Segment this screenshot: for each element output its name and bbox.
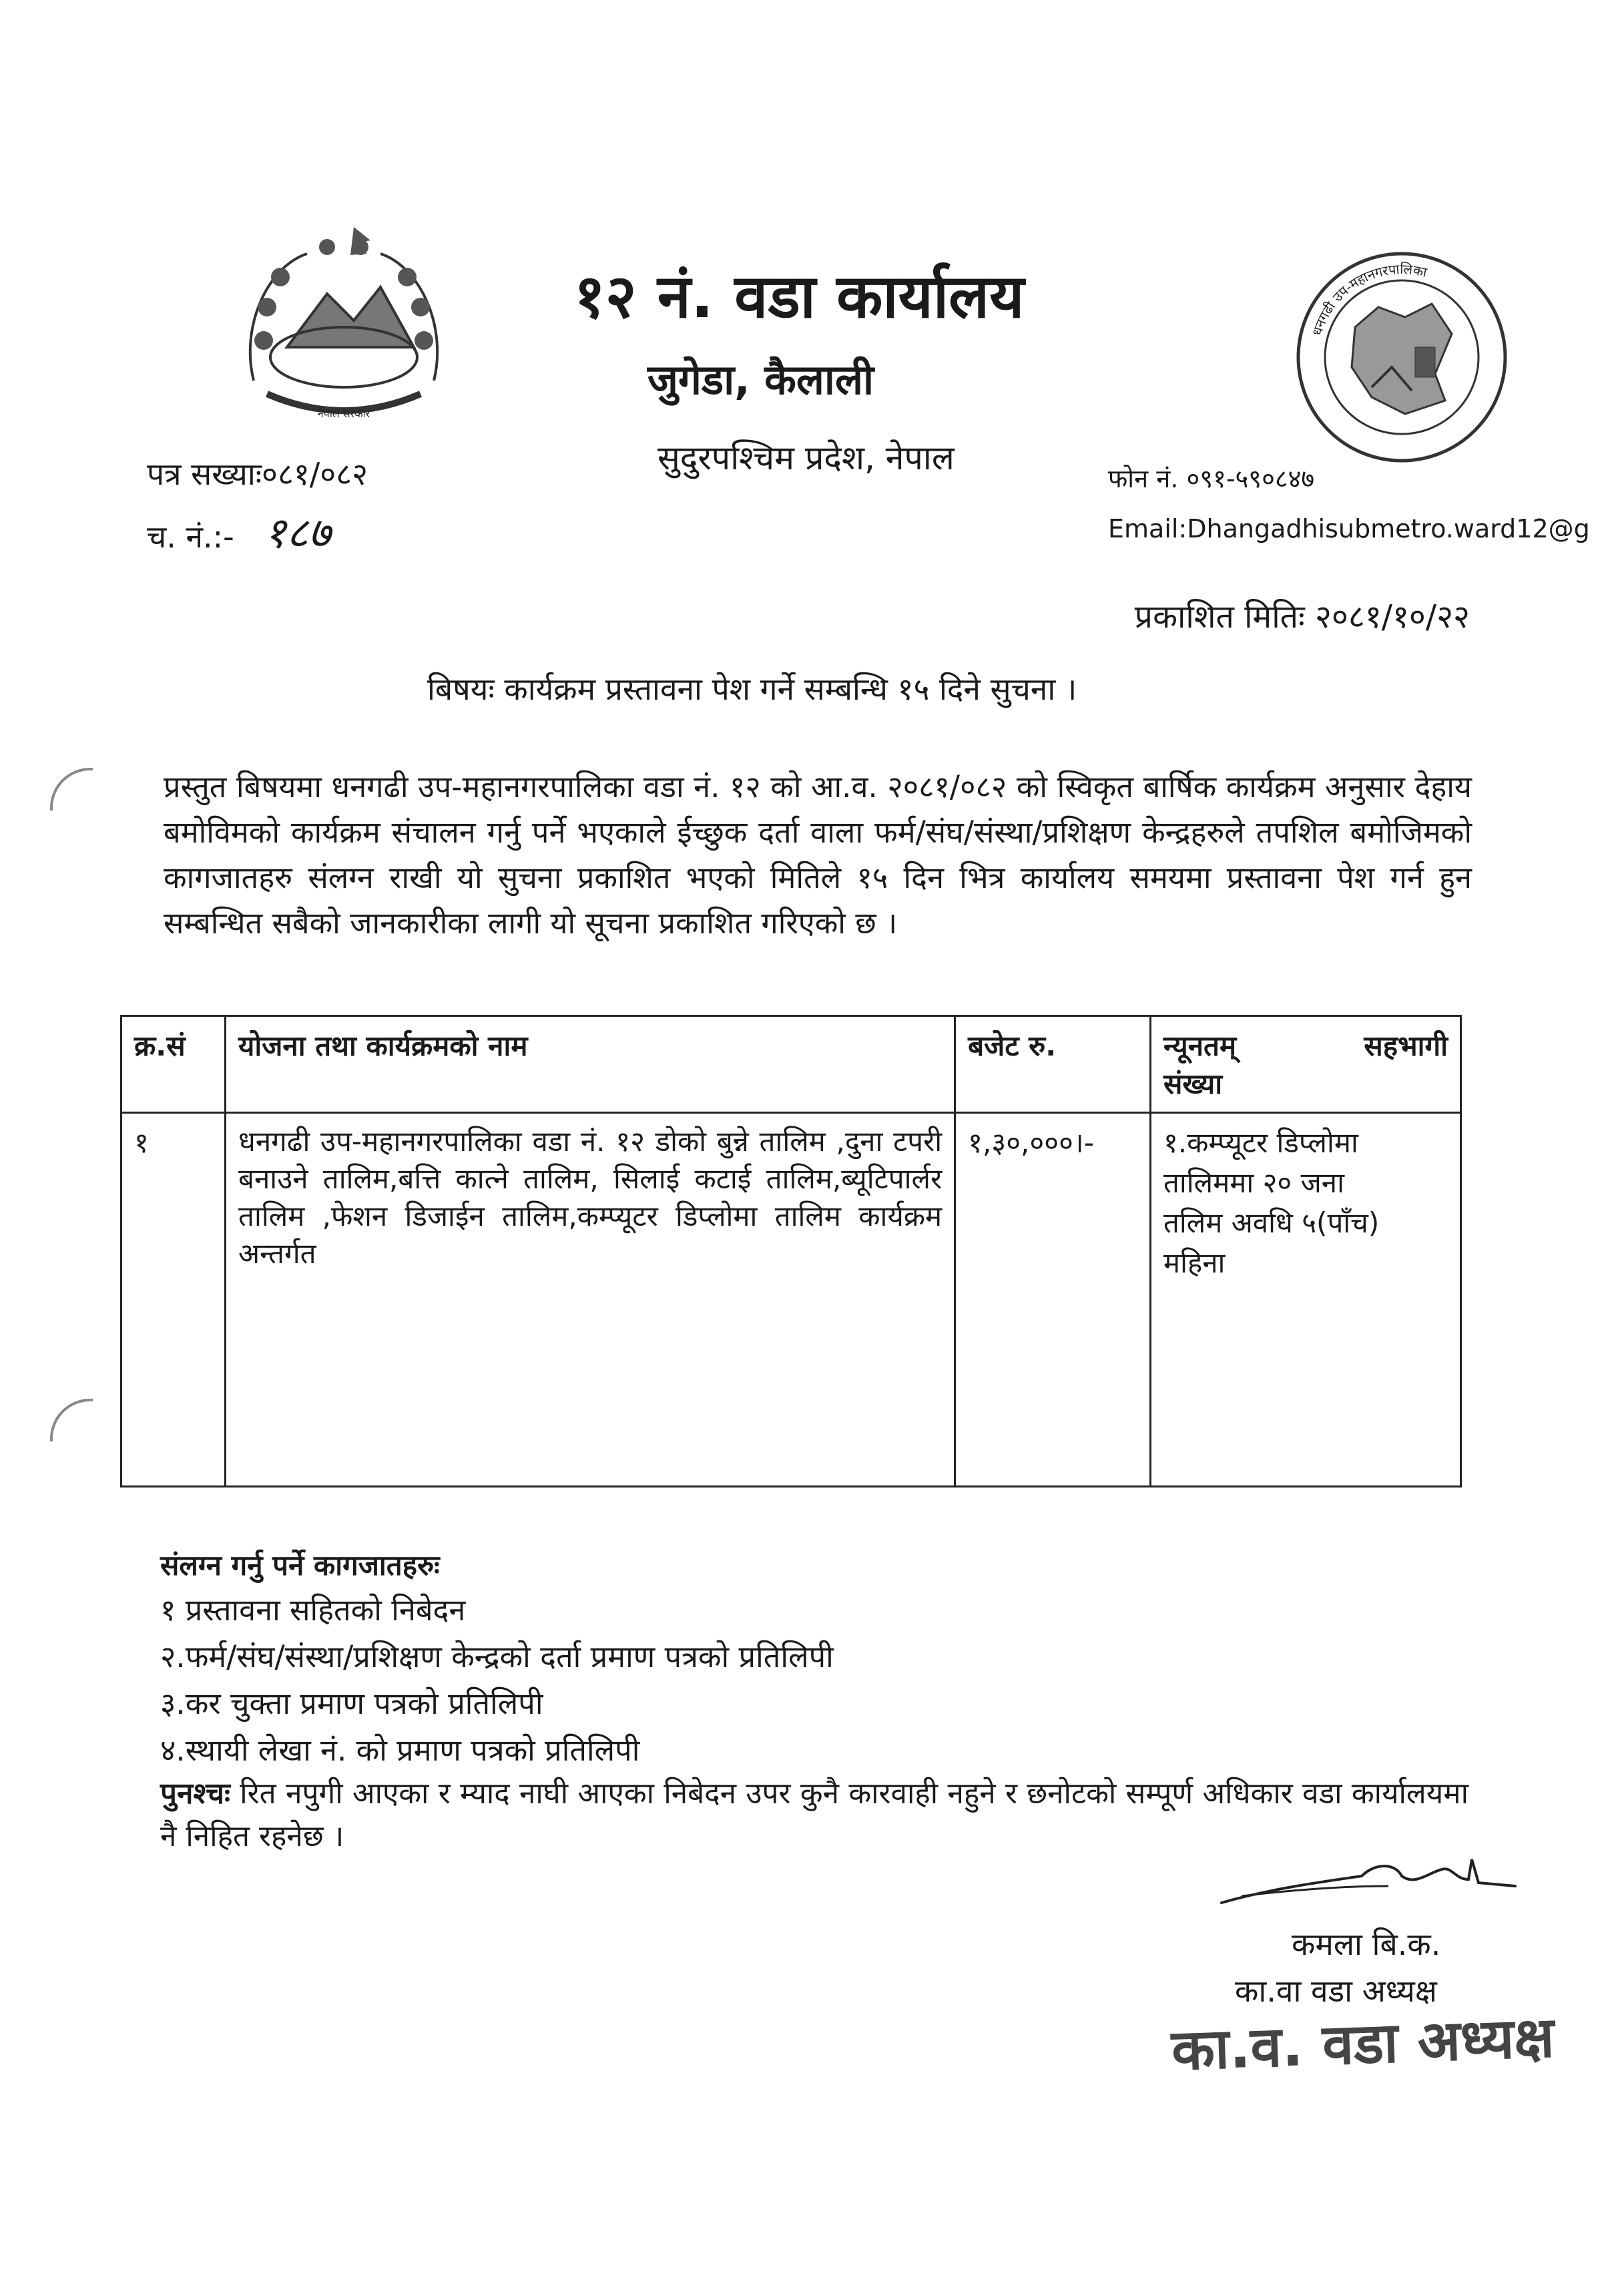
participants-header-b: सहभागी bbox=[1364, 1029, 1448, 1062]
cell-sn: १ bbox=[121, 1113, 226, 1487]
office-subtitle: जुगेडा, कैलाली bbox=[647, 355, 874, 404]
cell-program-name: धनगढी उप-महानगरपालिका वडा नं. १२ डोको बुन्ने तालिम ,दुना टपरी बनाउने तालिम,बत्ति कात्ने तालिम, सिलाई कटाई तालिम,ब्यूटिपार्लर तालिम ,फेशन डिजाईन तालिम,कम्प्यूटर डिप्लोमा तालिम कार्यक्रम अन्तर्गत bbox=[226, 1113, 955, 1487]
table-header-row bbox=[121, 1016, 1461, 1113]
document-item: २.फर्म/संघ/संस्था/प्रशिक्षण केन्द्रको दर्ता प्रमाण पत्रको प्रतिलिपी bbox=[160, 1639, 834, 1674]
dispatch-label: च. नं.:- bbox=[147, 519, 234, 555]
participants-header-a: न्यूनतम् bbox=[1163, 1029, 1237, 1062]
participants-line: महिना bbox=[1163, 1246, 1226, 1279]
dispatch-line bbox=[147, 502, 330, 560]
postscript-label: पुनश्चः bbox=[160, 1777, 230, 1811]
participants-line: १.कम्प्यूटर डिप्लोमा bbox=[1163, 1126, 1358, 1159]
document-item: १ प्रस्तावना सहितको निबेदन bbox=[160, 1592, 466, 1628]
documents-heading: संलग्न गर्नु पर्ने कागजातहरुः bbox=[160, 1549, 440, 1582]
body-paragraph: प्रस्तुत बिषयमा धनगढी उप-महानगरपालिका वडा नं. १२ को आ.व. २०८१/०८२ को स्विकृत बार्षिक कार्यक्रम अनुसार देहाय बमोविमको कार्यक्रम संचालन गर्नु पर्ने भएकाले ईच्छुक दर्ता वाला फर्म/संघ/संस्था/प्रशिक्षण केन्द्रहरुले तपशिल बमोजिमको कागजातहरु संलग्न राखी यो सुचना प्रकाशित भएको मितिले १५ दिन भित्र कार्यालय समयमा प्रस्तावना पेश गर्न हुन सम्बन्धित सबैको जानकारीका लागी यो सूचना प्रकाशित गरिएको छ । bbox=[164, 769, 1472, 941]
nepal-emblem-icon bbox=[227, 214, 461, 434]
col-header-name: योजना तथा कार्यक्रमको नाम bbox=[226, 1016, 955, 1113]
handwritten-signature-icon bbox=[1215, 1849, 1522, 1923]
office-title: १२ नं. वडा कार्यालय bbox=[574, 262, 1025, 332]
col-header-budget: बजेट रु. bbox=[955, 1016, 1151, 1113]
email-address: Email:Dhangadhisubmetro.ward12@g bbox=[1108, 514, 1590, 543]
official-stamp: का.व. वडा अध्यक्ष bbox=[1170, 2004, 1556, 2083]
letter-number: पत्र सख्याः०८१/०८२ bbox=[147, 456, 368, 492]
cell-budget: १,३०,०००।- bbox=[955, 1113, 1151, 1487]
postscript-text: रित नपुगी आएका र म्याद नाघी आएका निबेदन उपर कुनै कारवाही नहुने र छनोटको सम्पूर्ण अधिकार वडा कार्यालयमा नै निहित रहनेछ । bbox=[160, 1777, 1468, 1853]
emblem-text: नेपाल सरकार bbox=[317, 407, 370, 420]
cell-participants bbox=[1150, 1113, 1460, 1487]
dispatch-number: १८७ bbox=[264, 509, 331, 558]
participants-line: तालिममा २० जना bbox=[1163, 1166, 1344, 1199]
published-date: प्रकाशित मितिः २०८१/१०/२२ bbox=[1134, 598, 1470, 636]
signatory-role: का.वा वडा अध्यक्ष bbox=[1235, 1973, 1437, 2009]
participants-line: तलिम अवधि ५(पाँच) bbox=[1163, 1206, 1380, 1239]
municipality-seal-icon bbox=[1292, 247, 1512, 467]
signatory-name: कमला बि.क. bbox=[1292, 1926, 1441, 1962]
document-item: ४.स्थायी लेखा नं. को प्रमाण पत्रको प्रतिलिपी bbox=[160, 1733, 640, 1768]
seal-text-path: धनगढी उप-महानगरपालिका bbox=[1308, 260, 1428, 338]
col-header-sn: क्र.सं bbox=[121, 1016, 226, 1113]
province-line: सुदुरपश्चिम प्रदेश, नेपाल bbox=[657, 439, 955, 477]
participants-header-c: संख्या bbox=[1163, 1068, 1223, 1100]
table-row bbox=[121, 1113, 1461, 1487]
punch-hole-mark bbox=[50, 768, 93, 811]
phone-number: फोन नं. ०९१-५९०८४७ bbox=[1108, 464, 1315, 493]
subject-line: बिषयः कार्यक्रम प्रस्तावना पेश गर्ने सम्बन्धि १५ दिने सुचना । bbox=[427, 671, 1077, 707]
program-table bbox=[120, 1015, 1462, 1487]
punch-hole-mark bbox=[50, 1399, 93, 1441]
participants-header-top bbox=[1163, 1026, 1448, 1064]
col-header-participants bbox=[1150, 1016, 1460, 1113]
postscript bbox=[160, 1773, 1468, 1858]
document-item: ३.कर चुक्ता प्रमाण पत्रको प्रतिलिपी bbox=[160, 1686, 543, 1721]
